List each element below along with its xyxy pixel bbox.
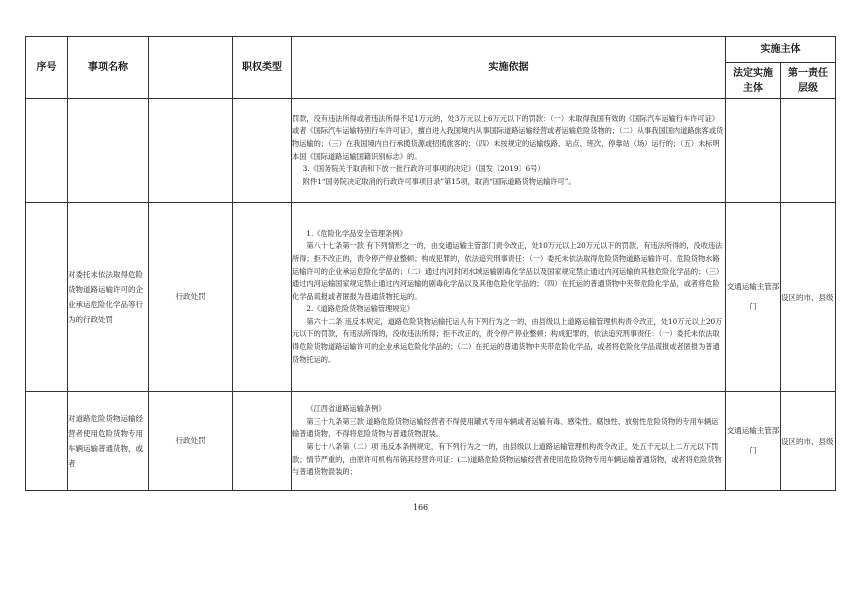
cell-basis — [292, 203, 726, 392]
table-row — [26, 392, 836, 491]
cell-seq-continuation — [26, 99, 68, 203]
basis-text: 罚款，没有违法所得或者违法所得不足1万元的，处3万元以上6万元以下的罚款：（一）未取得我国有效的《国际汽车运输行车许可证》或者《国际汽车运输特别行车许可证》，擅自进入我国境内从事国际道路运输经营或者运输危险货物的；（二）从事我国国内道路旅客或货物运输的；（三）在我国境内自行承揽货源或招揽旅客的；（四）未按规定的运输线路、站点、班次、停靠站（场）运行的；（五）未标明本国《国际道路运输国籍识别标志》的。 — [292, 113, 724, 161]
cell-blank-continuation — [149, 99, 233, 203]
cell-seq — [26, 392, 68, 491]
item-name: 对委托未依法取得危险货物道路运输许可的企业承运危险化学品等行为的行政处罚 — [68, 203, 149, 392]
header-seq: 序号 — [26, 37, 68, 99]
header-basis: 实施依据 — [292, 37, 726, 99]
cell-level-continuation — [781, 99, 836, 203]
table-row-continuation — [26, 99, 836, 203]
basis-text: 第三十九条第三款 道路危险货物运输经营者不得使用罐式专用车辆或者运输有毒、感染性、腐蚀性、放射性危险货物的专用车辆运输普通货物，不得将危险货物与普通货物混装。 — [292, 416, 719, 439]
cell-blank — [233, 392, 292, 491]
responsible-level: 设区的市、县级 — [781, 392, 836, 491]
enforcement-table — [25, 36, 836, 491]
cell-blank — [233, 203, 292, 392]
basis-text: 《江西省道路运输条例》 — [306, 404, 386, 414]
header-power-type: 职权类型 — [233, 37, 292, 99]
responsible-level: 设区的市、县级 — [781, 203, 836, 392]
cell-name-continuation — [68, 99, 149, 203]
legal-subject: 交通运输主管部门 — [726, 203, 781, 392]
cell-basis — [292, 392, 726, 491]
basis-text: 1.《危险化学品安全管理条例》 — [306, 228, 407, 238]
power-type: 行政处罚 — [149, 203, 233, 392]
basis-text: 2.《道路危险货物运输管理规定》 — [306, 304, 414, 314]
cell-basis-continuation — [292, 99, 726, 203]
header-blank — [149, 37, 233, 99]
header-legal-subject: 法定实施主体 — [726, 63, 781, 99]
table-row — [26, 203, 836, 392]
power-type: 行政处罚 — [149, 392, 233, 491]
header-item-name: 事项名称 — [68, 37, 149, 99]
header-subject: 实施主体 — [726, 37, 836, 63]
header-row-top — [26, 37, 836, 63]
cell-seq — [26, 203, 68, 392]
basis-text: 第八十七条第一款 有下列情形之一的，由交通运输主管部门责令改正，处10万元以上20万元以下的罚款，有违法所得的，没收违法所得；拒不改正的，责令停产停业整顿；构成犯罪的，依法追究刑事责任：（一）委托未依法取得危险货物道路运输许可、危险货物水路运输许可的企业承运危险化学品的；（二）通过内河封闭水域运输剧毒化学品以及国家规定禁止通过内河运输的其他危险化学品的；（三）通过内河运输国家规定禁止通过内河运输的剧毒化学品以及其他危险化学品的；（四）在托运的普通货物中夹带危险化学品，或者将危险化学品谎报或者匿报为普通货物托运的。 — [292, 241, 724, 301]
cell-type-continuation — [233, 99, 292, 203]
basis-text: 第六十二条 违反本规定，道路危险货物运输托运人有下列行为之一的，由县级以上道路运输管理机构责令改正，处10万元以上20万元以下的罚款，有违法所得的，没收违法所得；拒不改正的，责令停产停业整顿；构成犯罪的，依法追究刑事责任：（一）委托未依法取得危险货物道路运输许可的企业承运危险化学品的；（二）在托运的普通货物中夹带危险化学品，或者将危险化学品谎报或者匿报为普通货物托运的。 — [292, 316, 723, 364]
basis-text: 3.《国务院关于取消和下放一批行政许可事项的决定》（国发〔2019〕6号） — [302, 164, 545, 174]
cell-subject-continuation — [726, 99, 781, 203]
basis-text: 附件1“国务院决定取消的行政许可事项目录”第15项，取消“国际道路货物运输许可”。 — [302, 176, 576, 186]
legal-subject: 交通运输主管部门 — [726, 392, 781, 491]
header-responsible-level: 第一责任层级 — [781, 63, 836, 99]
item-name: 对道路危险货物运输经营者使用危险货物专用车辆运输普通货物，或者 — [68, 392, 149, 491]
basis-text: 第七十八条第（二）项 违反本条例规定，有下列行为之一的，由县级以上道路运输管理机构责令改正，处五千元以上二万元以下罚款；情节严重的，由原许可机构吊销其经营许可证：(二)道路危险货物运输经营者使用危险货物专用车辆运输普通货物，或者将危险货物与普通货物混装的； — [292, 442, 722, 477]
page-number: 166 — [412, 503, 429, 512]
